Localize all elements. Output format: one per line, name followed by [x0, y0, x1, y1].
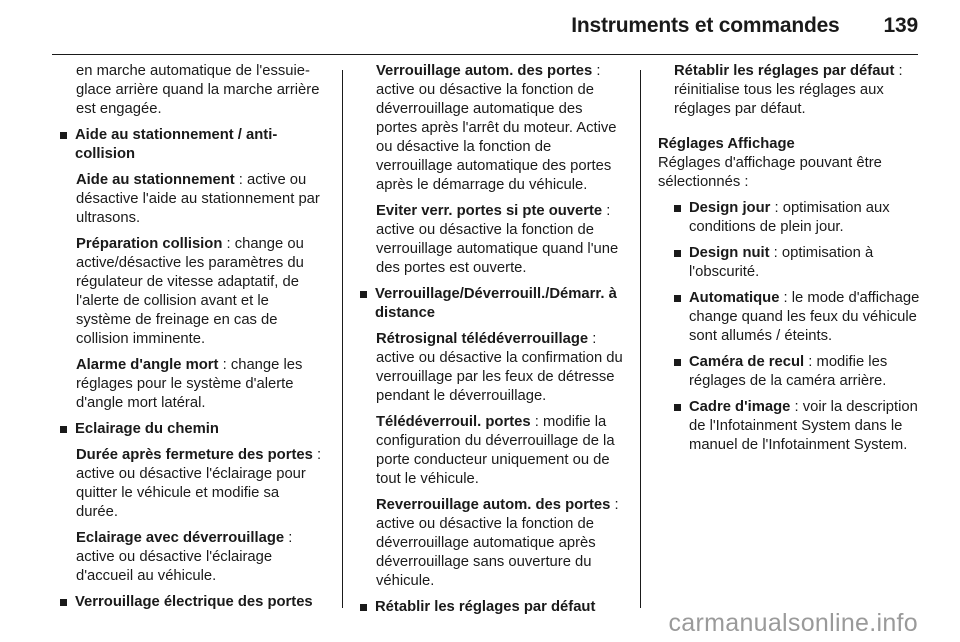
- entry-verrouillage-autom: [360, 62, 624, 195]
- column-2: [360, 62, 624, 624]
- entry-reverrouillage: [360, 496, 624, 591]
- bullet-square-icon: [60, 426, 67, 433]
- term: Rétrosignal télédéverrouillage: [376, 331, 589, 347]
- bullet-design-nuit: [658, 244, 922, 282]
- term: Eviter verr. portes si pte ouverte: [376, 203, 603, 219]
- term: Reverrouillage autom. des portes: [376, 497, 611, 513]
- bullet-square-icon: [674, 404, 681, 411]
- term: Alarme d'angle mort: [76, 357, 219, 373]
- entry-retablir: [658, 62, 922, 119]
- definition: : active ou désactive la fonction de déverrouillage automatique après déverrouillage sans ouverture du véhicule.: [376, 497, 619, 589]
- bullet-cadre-image: [658, 398, 922, 455]
- term: Verrouillage autom. des portes: [376, 63, 593, 79]
- bullet-square-icon: [360, 604, 367, 611]
- affichage-heading: Réglages Affichage: [658, 136, 795, 152]
- bullet-title: Rétablir les réglages par défaut: [375, 599, 596, 615]
- bullet-square-icon: [60, 599, 67, 606]
- entry-eviter-verr: [360, 202, 624, 278]
- bullet-square-icon: [674, 295, 681, 302]
- bullet-eclairage-chemin: [60, 420, 324, 439]
- bullet-camera-recul: [658, 353, 922, 391]
- bullet-design-jour: [658, 199, 922, 237]
- term: Cadre d'image: [689, 399, 791, 415]
- entry-duree-apres-fermeture: [60, 446, 324, 522]
- section-title: Instruments et commandes: [571, 14, 840, 37]
- column-divider-1: [342, 70, 343, 608]
- term: Rétablir les réglages par défaut: [674, 63, 895, 79]
- definition: : active ou désactive l'éclairage pour quitter le véhicule et modifie sa durée.: [76, 447, 322, 520]
- bullet-verrouillage-distance: [360, 285, 624, 323]
- bullet-square-icon: [60, 132, 67, 139]
- entry-teledeverrouil: [360, 413, 624, 489]
- bullet-square-icon: [674, 205, 681, 212]
- term: Aide au stationnement: [76, 172, 235, 188]
- intro-text: en marche automatique de l'essuie-glace arrière quand la marche arrière est engagée.: [76, 63, 320, 117]
- definition: : voir la description de l'Infotainment System dans le manuel de l'Infotainment System.: [689, 399, 918, 453]
- header-rule: [52, 54, 918, 55]
- page-header: [571, 14, 918, 38]
- definition: : active ou désactive la fonction de déverrouillage automatique des portes après l'arrêt du moteur. Active ou désactive la fonction de verrouillage automatique des portes après le démarrage du véhicule.: [376, 63, 617, 193]
- definition: : réinitialise tous les réglages aux réglages par défaut.: [674, 63, 903, 117]
- column-1: [60, 62, 324, 619]
- column-divider-2: [640, 70, 641, 608]
- term: Télédéverrouil. portes: [376, 414, 531, 430]
- entry-preparation-collision: [60, 235, 324, 349]
- bullet-title: Verrouillage électrique des portes: [75, 594, 313, 610]
- page-number: 139: [883, 14, 918, 37]
- definition: : optimisation aux conditions de plein jour.: [689, 200, 890, 235]
- bullet-square-icon: [674, 359, 681, 366]
- definition: : active ou désactive l'aide au stationnement par ultrasons.: [76, 172, 320, 226]
- entry-retrosignal: [360, 330, 624, 406]
- definition: : active ou désactive l'éclairage d'accueil au véhicule.: [76, 530, 293, 584]
- term: Design jour: [689, 200, 771, 216]
- bullet-verrouillage-electrique: [60, 593, 324, 612]
- bullet-title: Eclairage du chemin: [75, 421, 219, 437]
- term: Eclairage avec déverrouillage: [76, 530, 285, 546]
- bullet-square-icon: [674, 250, 681, 257]
- definition: : modifie la configuration du déverrouillage de la porte conducteur uniquement ou de tout le véhicule.: [376, 414, 615, 487]
- bullet-automatique: [658, 289, 922, 346]
- definition: : change ou active/désactive les paramètres du régulateur de vitesse adaptatif, de l'alerte de collision avant et le système de freinage en cas de collision imminente.: [76, 236, 304, 347]
- bullet-title: Verrouillage/Déverrouill./Démarr. à distance: [375, 286, 617, 321]
- term: Durée après fermeture des portes: [76, 447, 313, 463]
- entry-eclairage-deverrouillage: [60, 529, 324, 586]
- definition: : change les réglages pour le système d'alerte d'angle mort latéral.: [76, 357, 303, 411]
- definition: : modifie les réglages de la caméra arrière.: [689, 354, 888, 389]
- affichage-intro: Réglages d'affichage pouvant être sélectionnés :: [658, 155, 882, 190]
- term: Caméra de recul: [689, 354, 805, 370]
- entry-aide-stationnement: [60, 171, 324, 228]
- term: Design nuit: [689, 245, 770, 261]
- term: Préparation collision: [76, 236, 223, 252]
- bullet-square-icon: [360, 291, 367, 298]
- bullet-retablir-reglages: [360, 598, 624, 617]
- watermark: carmanualsonline.info: [668, 609, 918, 637]
- definition: : optimisation à l'obscurité.: [689, 245, 874, 280]
- bullet-aide-stationnement: [60, 126, 324, 164]
- term: Automatique: [689, 290, 780, 306]
- definition: : active ou désactive la confirmation du verrouillage par les feux de détresse pendant le déverrouillage.: [376, 331, 623, 404]
- definition: : active ou désactive la fonction de verrouillage automatique quand l'une des portes est ouverte.: [376, 203, 619, 276]
- definition: : le mode d'affichage change quand les feux du véhicule sont allumés / éteints.: [689, 290, 920, 344]
- column-3: [658, 62, 922, 462]
- entry-alarme-angle-mort: [60, 356, 324, 413]
- bullet-title: Aide au stationnement / anti-collision: [75, 127, 278, 162]
